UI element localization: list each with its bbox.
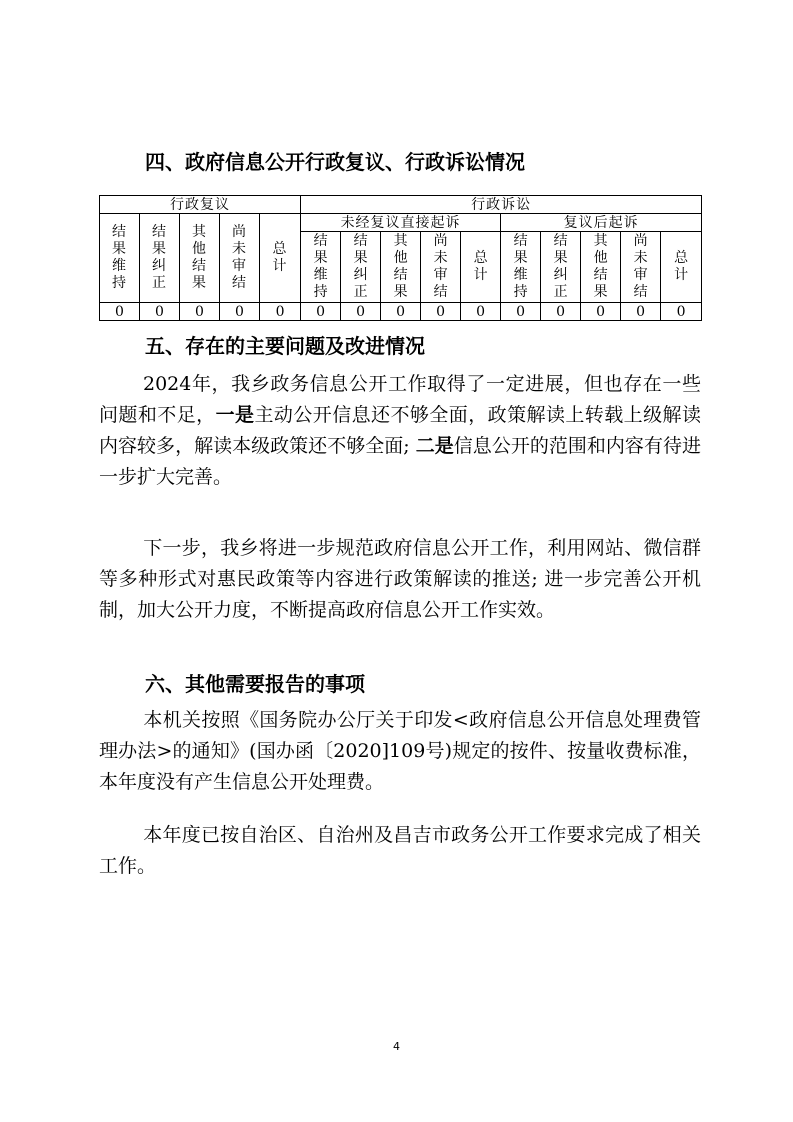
after-total-header: 总计	[661, 232, 702, 303]
direct-litigation-header: 未经复议直接起诉	[301, 214, 501, 232]
table-cell: 0	[180, 303, 220, 321]
paragraph-text: 本年度已按自治区、自治州及昌吉市政务公开工作要求完成了相关工作。	[99, 824, 701, 877]
table-cell: 0	[541, 303, 581, 321]
after-review-litigation-header: 复议后起诉	[501, 214, 702, 232]
direct-maintained-header: 结果维持	[301, 232, 341, 303]
paragraph-text: 本机关按照《国务院办公厅关于印发<政府信息公开信息处理费管理办法>的通知》(国办函〔2020]109号)规定的按件、按量收费标准，本年度没有产生信息公开处理费。	[99, 709, 701, 793]
review-corrected-header: 结果纠正	[140, 214, 180, 303]
section-5-paragraph-1	[99, 369, 701, 493]
review-pending-header: 尚未审结	[220, 214, 260, 303]
table-cell: 0	[661, 303, 702, 321]
table-cell: 0	[140, 303, 180, 321]
table-cell: 0	[301, 303, 341, 321]
table-cell: 0	[501, 303, 541, 321]
table-cell: 0	[341, 303, 381, 321]
after-corrected-header: 结果纠正	[541, 232, 581, 303]
emphasis-second: 二是	[415, 435, 454, 457]
paragraph-text: 主动公开信息还不够全面，政策解读上转载上级解读内容较多，解读本级政策还不够全面;	[99, 404, 701, 457]
section-5-paragraph-2	[99, 533, 701, 626]
section-6-paragraph-1	[99, 705, 701, 798]
table-cell: 0	[260, 303, 301, 321]
review-total-header: 总计	[260, 214, 301, 303]
table-cell: 0	[381, 303, 421, 321]
direct-other-header: 其他结果	[381, 232, 421, 303]
review-litigation-table	[99, 195, 702, 321]
section-6-paragraph-2	[99, 820, 701, 882]
after-other-header: 其他结果	[581, 232, 621, 303]
paragraph-text: 2024年，我乡政务信息公开工作取得了一定进展，但也存在一些问题和不足，	[99, 373, 701, 426]
review-other-header: 其他结果	[180, 214, 220, 303]
after-maintained-header: 结果维持	[501, 232, 541, 303]
table-cell: 0	[461, 303, 501, 321]
table-cell: 0	[220, 303, 260, 321]
paragraph-text: 信息公开的范围和内容有待进一步扩大完善。	[99, 435, 701, 488]
section-5-heading: 五、存在的主要问题及改进情况	[145, 334, 425, 358]
emphasis-first: 一是	[215, 404, 255, 426]
section-4-heading: 四、政府信息公开行政复议、行政诉讼情况	[145, 150, 525, 174]
paragraph-text: 下一步，我乡将进一步规范政府信息公开工作，利用网站、微信群等多种形式对惠民政策等内容进行政策解读的推送; 进一步完善公开机制，加大公开力度，不断提高政府信息公开工作实效。	[99, 537, 701, 621]
table-cell: 0	[621, 303, 661, 321]
table-cell: 0	[421, 303, 461, 321]
review-maintained-header: 结果维持	[100, 214, 140, 303]
direct-total-header: 总计	[461, 232, 501, 303]
section-6-heading: 六、其他需要报告的事项	[145, 672, 365, 696]
table-cell: 0	[100, 303, 140, 321]
direct-corrected-header: 结果纠正	[341, 232, 381, 303]
admin-review-header: 行政复议	[100, 196, 301, 214]
admin-litigation-header: 行政诉讼	[301, 196, 702, 214]
after-pending-header: 尚未审结	[621, 232, 661, 303]
page-number: 4	[393, 1040, 400, 1053]
table-cell: 0	[581, 303, 621, 321]
direct-pending-header: 尚未审结	[421, 232, 461, 303]
